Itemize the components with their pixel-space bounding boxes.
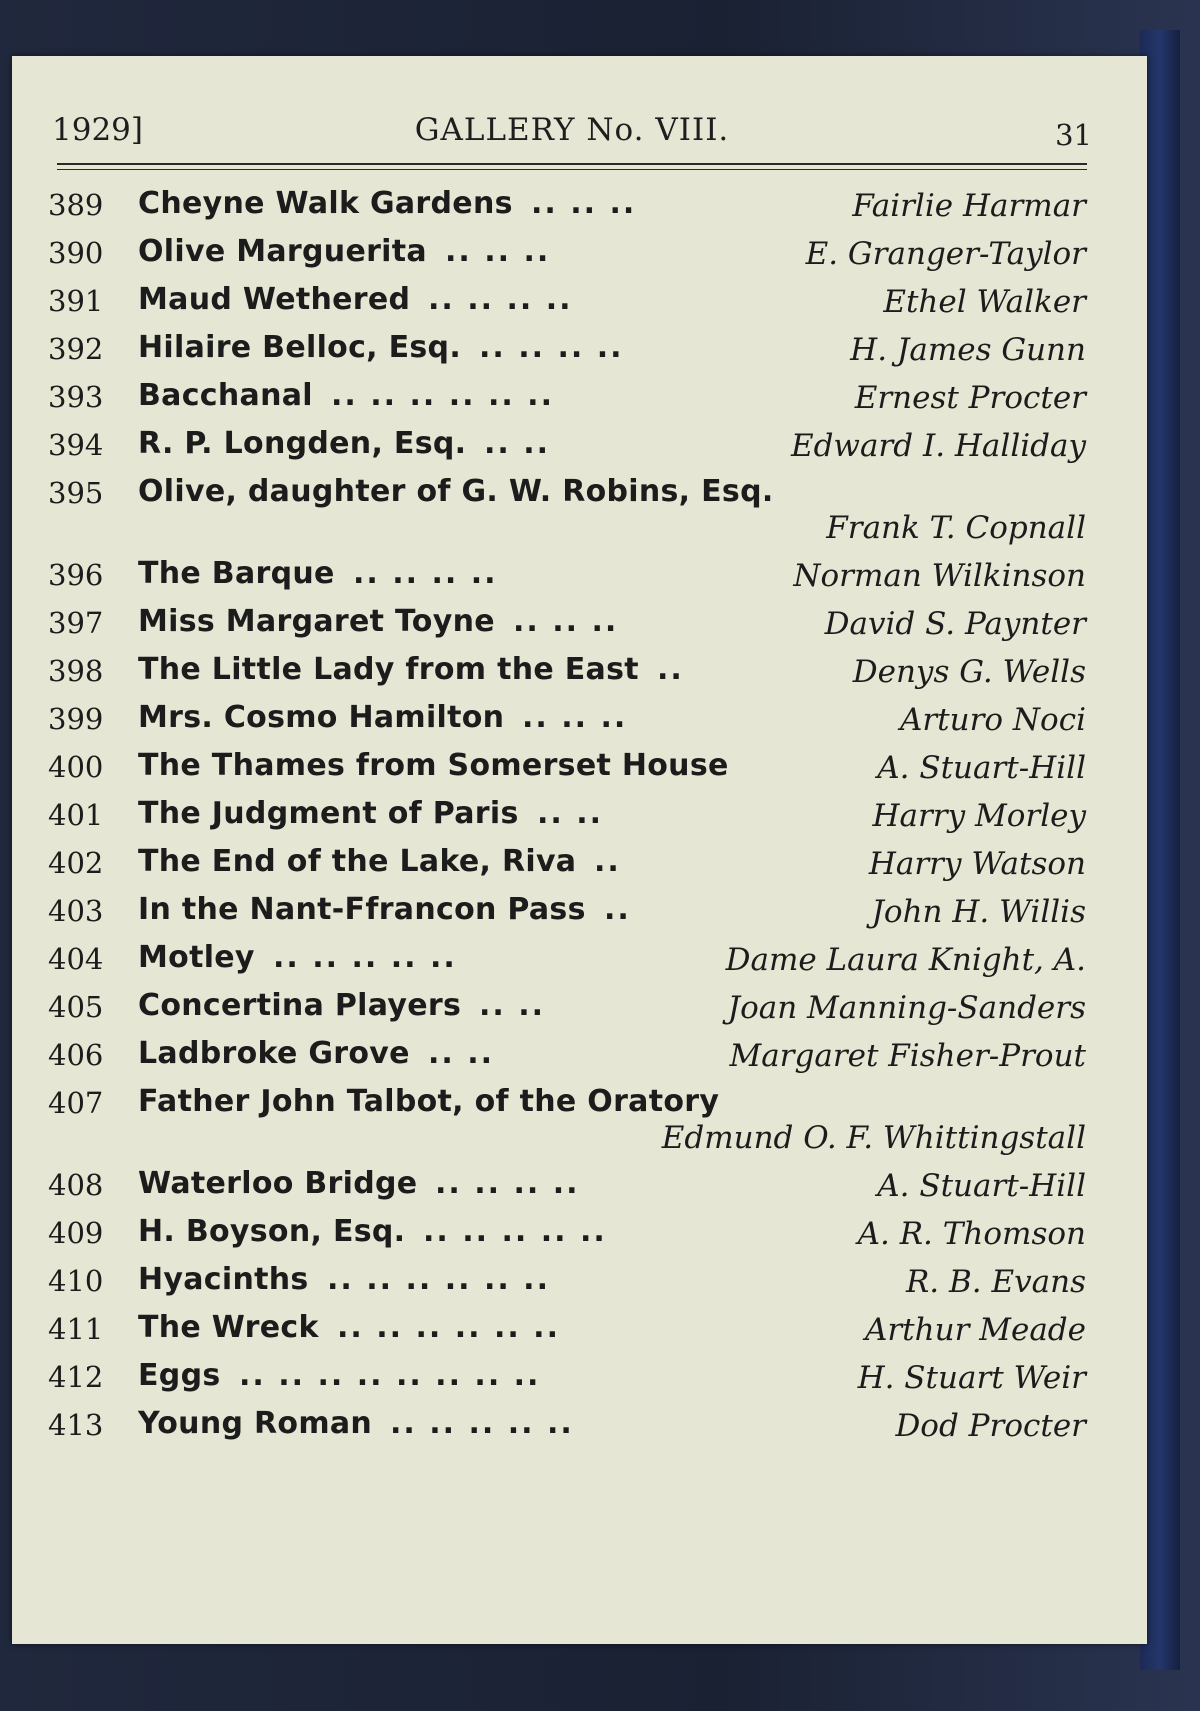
entry-artist: A. Stuart-Hill bbox=[877, 750, 1086, 786]
entry-title: Miss Margaret Toyne bbox=[138, 604, 495, 639]
entry-title: Hilaire Belloc, Esq. bbox=[138, 330, 462, 365]
list-item bbox=[48, 1302, 1098, 1350]
entry-number: 411 bbox=[48, 1312, 104, 1346]
entry-artist: E. Granger-Taylor bbox=[805, 236, 1086, 272]
header-rule-thin bbox=[57, 169, 1087, 170]
entry-number: 407 bbox=[48, 1086, 104, 1120]
entry-number: 390 bbox=[48, 236, 104, 270]
leader-dots: .. .. .. bbox=[513, 604, 619, 639]
catalogue-list bbox=[48, 178, 1098, 1446]
header-year: 1929] bbox=[52, 112, 143, 148]
entry-artist: Ethel Walker bbox=[883, 284, 1086, 320]
leader-dots: .. .. .. bbox=[522, 700, 628, 735]
list-item bbox=[48, 740, 1098, 788]
entry-number: 391 bbox=[48, 284, 104, 318]
entry-number: 402 bbox=[48, 846, 104, 880]
entry-number: 393 bbox=[48, 380, 104, 414]
entry-number: 401 bbox=[48, 798, 104, 832]
entry-artist: Norman Wilkinson bbox=[793, 558, 1086, 594]
leader-dots: .. .. .. .. bbox=[353, 556, 498, 591]
list-item bbox=[48, 1350, 1098, 1398]
entry-title: The Barque bbox=[138, 556, 335, 591]
entry-artist: A. Stuart-Hill bbox=[877, 1168, 1086, 1204]
list-item bbox=[48, 1206, 1098, 1254]
entry-artist: Harry Watson bbox=[868, 846, 1086, 882]
entry-title: Ladbroke Grove bbox=[138, 1036, 410, 1071]
list-item bbox=[48, 596, 1098, 644]
entry-number: 412 bbox=[48, 1360, 104, 1394]
entry-title: Father John Talbot, of the Oratory bbox=[138, 1084, 720, 1119]
entry-number: 392 bbox=[48, 332, 104, 366]
entry-title: The Little Lady from the East bbox=[138, 652, 639, 687]
list-item bbox=[48, 644, 1098, 692]
leader-dots: .. .. .. .. bbox=[479, 330, 624, 365]
entry-number: 405 bbox=[48, 990, 104, 1024]
entry-number: 399 bbox=[48, 702, 104, 736]
entry-number: 406 bbox=[48, 1038, 104, 1072]
entry-title: The Wreck bbox=[138, 1310, 319, 1345]
entry-number: 413 bbox=[48, 1408, 104, 1442]
list-item bbox=[48, 980, 1098, 1028]
entry-number: 410 bbox=[48, 1264, 104, 1298]
entry-artist: John H. Willis bbox=[871, 894, 1086, 930]
list-item bbox=[48, 788, 1098, 836]
list-item bbox=[48, 226, 1098, 274]
leader-dots: .. .. .. bbox=[445, 234, 551, 269]
list-item bbox=[48, 178, 1098, 226]
entry-artist: Ernest Procter bbox=[854, 380, 1086, 416]
entry-number: 396 bbox=[48, 558, 104, 592]
leader-dots: .. bbox=[604, 892, 631, 927]
list-item bbox=[48, 418, 1098, 466]
entry-artist: R. B. Evans bbox=[905, 1264, 1086, 1300]
entry-title: Motley bbox=[138, 940, 255, 975]
entry-artist: H. Stuart Weir bbox=[857, 1360, 1086, 1396]
list-item bbox=[48, 1076, 1098, 1158]
entry-artist: Joan Manning-Sanders bbox=[727, 990, 1086, 1026]
entry-artist: Denys G. Wells bbox=[852, 654, 1086, 690]
entry-number: 395 bbox=[48, 476, 104, 510]
entry-artist: Arthur Meade bbox=[864, 1312, 1086, 1348]
entry-artist: Frank T. Copnall bbox=[826, 510, 1086, 546]
entry-title: The Thames from Somerset House bbox=[138, 748, 729, 783]
list-item bbox=[48, 274, 1098, 322]
leader-dots: .. .. .. bbox=[531, 186, 637, 221]
entry-title: Mrs. Cosmo Hamilton bbox=[138, 700, 505, 735]
list-item bbox=[48, 836, 1098, 884]
entry-title: In the Nant-Ffrancon Pass bbox=[138, 892, 586, 927]
page-number: 31 bbox=[1055, 118, 1092, 152]
leader-dots: .. .. .. .. .. .. bbox=[337, 1310, 560, 1345]
leader-dots: .. .. bbox=[479, 988, 546, 1023]
entry-number: 403 bbox=[48, 894, 104, 928]
entry-artist: A. R. Thomson bbox=[857, 1216, 1086, 1252]
entry-title: Bacchanal bbox=[138, 378, 313, 413]
entry-artist: Harry Morley bbox=[872, 798, 1086, 834]
entry-artist: Arturo Noci bbox=[899, 702, 1086, 738]
entry-artist: H. James Gunn bbox=[850, 332, 1086, 368]
entry-title: Cheyne Walk Gardens bbox=[138, 186, 513, 221]
list-item bbox=[48, 932, 1098, 980]
leader-dots: .. .. .. .. .. .. .. .. bbox=[239, 1358, 541, 1393]
entry-artist: David S. Paynter bbox=[824, 606, 1086, 642]
leader-dots: .. .. .. .. bbox=[428, 282, 573, 317]
leader-dots: .. bbox=[657, 652, 684, 687]
entry-title: Eggs bbox=[138, 1358, 221, 1393]
leader-dots: .. .. .. .. .. bbox=[423, 1214, 607, 1249]
entry-title: Olive, daughter of G. W. Robins, Esq. bbox=[138, 474, 774, 509]
entry-number: 394 bbox=[48, 428, 104, 462]
list-item bbox=[48, 884, 1098, 932]
list-item bbox=[48, 1028, 1098, 1076]
entry-number: 404 bbox=[48, 942, 104, 976]
entry-title: R. P. Longden, Esq. bbox=[138, 426, 467, 461]
entry-artist: Margaret Fisher-Prout bbox=[729, 1038, 1086, 1074]
catalogue-page bbox=[12, 56, 1147, 1644]
list-item bbox=[48, 1158, 1098, 1206]
entry-title: Hyacinths bbox=[138, 1262, 309, 1297]
leader-dots: .. .. .. .. .. bbox=[390, 1406, 574, 1441]
entry-title: The Judgment of Paris bbox=[138, 796, 519, 831]
entry-artist: Dod Procter bbox=[895, 1408, 1086, 1444]
entry-title: H. Boyson, Esq. bbox=[138, 1214, 406, 1249]
leader-dots: .. bbox=[594, 844, 621, 879]
leader-dots: .. .. bbox=[484, 426, 551, 461]
list-item bbox=[48, 548, 1098, 596]
list-item bbox=[48, 1254, 1098, 1302]
list-item bbox=[48, 1398, 1098, 1446]
list-item bbox=[48, 692, 1098, 740]
entry-title: Concertina Players bbox=[138, 988, 462, 1023]
entry-number: 400 bbox=[48, 750, 104, 784]
entry-artist: Fairlie Harmar bbox=[852, 188, 1086, 224]
leader-dots: .. .. .. .. .. .. bbox=[327, 1262, 550, 1297]
entry-number: 408 bbox=[48, 1168, 104, 1202]
list-item bbox=[48, 322, 1098, 370]
entry-title: Maud Wethered bbox=[138, 282, 411, 317]
page-title: GALLERY No. VIII. bbox=[414, 112, 730, 148]
leader-dots: .. .. bbox=[428, 1036, 495, 1071]
entry-number: 398 bbox=[48, 654, 104, 688]
entry-artist: Dame Laura Knight, A. bbox=[725, 942, 1086, 978]
header-rule bbox=[57, 163, 1087, 165]
entry-title: Young Roman bbox=[138, 1406, 373, 1441]
entry-title: Olive Marguerita bbox=[138, 234, 427, 269]
list-item bbox=[48, 466, 1098, 548]
entry-artist: Edward I. Halliday bbox=[790, 428, 1086, 464]
leader-dots: .. .. .. .. .. .. bbox=[331, 378, 554, 413]
leader-dots: .. .. .. .. .. bbox=[273, 940, 457, 975]
entry-title: The End of the Lake, Riva bbox=[138, 844, 577, 879]
entry-number: 397 bbox=[48, 606, 104, 640]
entry-artist: Edmund O. F. Whittingstall bbox=[661, 1120, 1086, 1156]
entry-number: 389 bbox=[48, 188, 104, 222]
entry-number: 409 bbox=[48, 1216, 104, 1250]
leader-dots: .. .. bbox=[537, 796, 604, 831]
entry-title: Waterloo Bridge bbox=[138, 1166, 418, 1201]
list-item bbox=[48, 370, 1098, 418]
leader-dots: .. .. .. .. bbox=[435, 1166, 580, 1201]
